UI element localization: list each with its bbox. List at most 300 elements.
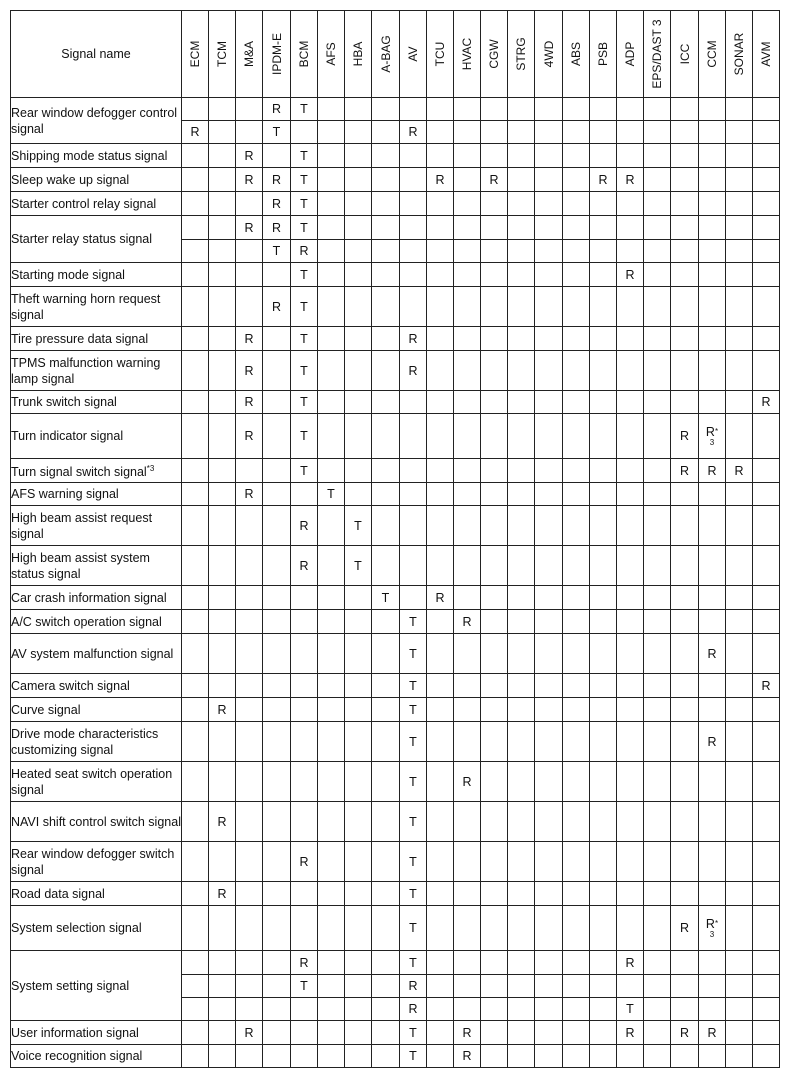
signal-cell <box>427 842 454 882</box>
signal-cell <box>400 610 427 634</box>
signal-cell <box>481 802 508 842</box>
signal-cell <box>753 998 780 1021</box>
signal-cell <box>318 144 345 168</box>
signal-cell <box>454 240 481 263</box>
signal-cell <box>400 351 427 391</box>
ecu-header-label: EPS/DAST 3 <box>650 19 664 89</box>
signal-cell <box>753 391 780 414</box>
signal-cell <box>182 762 209 802</box>
signal-cell <box>318 546 345 586</box>
signal-cell <box>617 459 644 483</box>
signal-cell <box>508 327 535 351</box>
signal-cell <box>454 762 481 802</box>
signal-cell <box>671 483 699 506</box>
signal-cell <box>291 168 318 192</box>
signal-cell <box>236 144 263 168</box>
signal-cell <box>726 951 753 975</box>
ecu-header <box>535 11 563 98</box>
signal-cell <box>291 722 318 762</box>
signal-cell <box>699 144 726 168</box>
cell-value: R <box>408 1002 418 1016</box>
signal-cell <box>563 882 590 906</box>
signal-cell <box>291 610 318 634</box>
signal-cell <box>209 351 236 391</box>
signal-cell <box>182 144 209 168</box>
signal-cell <box>345 263 372 287</box>
cell-value: T <box>409 886 417 901</box>
ecu-header <box>590 11 617 98</box>
ecu-header-label: AVM <box>759 41 773 67</box>
signal-cell <box>291 216 318 240</box>
signal-cell <box>400 1045 427 1068</box>
signal-cell <box>644 351 671 391</box>
ecu-header-label: STRG <box>514 37 528 71</box>
signal-cell <box>372 674 400 698</box>
table-row <box>11 506 780 546</box>
ecu-header <box>644 11 671 98</box>
signal-cell <box>400 263 427 287</box>
signal-cell <box>644 698 671 722</box>
signal-cell <box>644 483 671 506</box>
signal-cell <box>753 1021 780 1045</box>
signal-cell <box>427 634 454 674</box>
signal-cell <box>400 546 427 586</box>
signal-cell <box>263 391 291 414</box>
cell-value: T <box>327 487 335 501</box>
signal-cell <box>236 698 263 722</box>
signal-cell <box>318 483 345 506</box>
ecu-header-label: ICC <box>677 43 692 65</box>
table-row <box>11 327 780 351</box>
signal-cell <box>400 216 427 240</box>
signal-cell <box>508 263 535 287</box>
signal-cell <box>644 722 671 762</box>
signal-name-cell <box>11 610 182 634</box>
signal-cell <box>535 1045 563 1068</box>
signal-cell <box>182 546 209 586</box>
cell-value: T <box>409 702 417 717</box>
ecu-header <box>481 11 508 98</box>
signal-cell <box>753 459 780 483</box>
signal-cell <box>535 144 563 168</box>
signal-cell <box>182 351 209 391</box>
signal-cell <box>372 1045 400 1068</box>
signal-cell <box>617 144 644 168</box>
signal-cell <box>209 906 236 951</box>
cell-value: R <box>707 734 717 749</box>
signal-cell <box>372 240 400 263</box>
signal-cell <box>454 351 481 391</box>
signal-cell <box>563 951 590 975</box>
signal-cell <box>644 263 671 287</box>
ecu-header-label: PSB <box>596 41 610 67</box>
cell-value: R <box>244 395 254 409</box>
signal-cell <box>236 1045 263 1068</box>
signal-cell <box>699 674 726 698</box>
signal-cell <box>345 975 372 998</box>
signal-cell <box>263 459 291 483</box>
cell-value: R <box>462 1049 472 1063</box>
signal-cell <box>209 327 236 351</box>
signal-cell <box>726 168 753 192</box>
signal-cell <box>454 168 481 192</box>
signal-name-cell <box>11 882 182 906</box>
signal-cell <box>617 975 644 998</box>
signal-name-text: User information signal <box>11 1025 139 1040</box>
signal-cell <box>182 586 209 610</box>
signal-cell <box>617 192 644 216</box>
signal-cell <box>209 192 236 216</box>
signal-cell <box>590 610 617 634</box>
signal-cell <box>427 144 454 168</box>
signal-name-text: Shipping mode status signal <box>11 148 168 163</box>
cell-value: R <box>244 1025 254 1040</box>
signal-cell <box>454 192 481 216</box>
signal-cell <box>563 546 590 586</box>
signal-cell <box>372 121 400 144</box>
signal-cell <box>563 1021 590 1045</box>
signal-cell <box>345 951 372 975</box>
cell-value: T <box>409 1049 417 1063</box>
signal-cell <box>671 192 699 216</box>
signal-cell <box>318 882 345 906</box>
signal-cell <box>617 506 644 546</box>
signal-cell <box>535 263 563 287</box>
table-row <box>11 802 780 842</box>
signal-cell <box>671 951 699 975</box>
signal-cell <box>263 998 291 1021</box>
cell-value: R <box>679 429 690 443</box>
signal-cell <box>263 351 291 391</box>
signal-cell <box>291 634 318 674</box>
signal-cell <box>699 975 726 998</box>
signal-cell <box>508 802 535 842</box>
signal-cell <box>291 586 318 610</box>
ecu-header-label: ADP <box>623 41 637 67</box>
signal-cell <box>481 762 508 802</box>
signal-cell <box>535 192 563 216</box>
cell-value: R <box>299 244 309 258</box>
signal-cell <box>644 327 671 351</box>
signal-cell <box>182 216 209 240</box>
ecu-header <box>454 11 481 98</box>
signal-cell <box>372 802 400 842</box>
table-header-row <box>11 11 780 98</box>
signal-cell <box>699 634 726 674</box>
signal-cell <box>263 951 291 975</box>
signal-cell <box>427 121 454 144</box>
signal-cell <box>263 802 291 842</box>
signal-cell <box>345 121 372 144</box>
signal-cell <box>535 414 563 459</box>
signal-cell <box>263 287 291 327</box>
signal-cell <box>590 674 617 698</box>
signal-cell <box>345 168 372 192</box>
signal-cell <box>318 951 345 975</box>
signal-cell <box>617 327 644 351</box>
signal-cell <box>563 459 590 483</box>
signal-cell <box>563 906 590 951</box>
signal-cell <box>400 391 427 414</box>
cell-value: T <box>409 1025 417 1040</box>
signal-cell <box>481 459 508 483</box>
cell-value: R <box>244 220 254 235</box>
signal-cell <box>318 98 345 121</box>
signal-cell <box>427 975 454 998</box>
signal-cell <box>699 546 726 586</box>
signal-cell <box>644 586 671 610</box>
ecu-header-label: ECM <box>188 40 202 68</box>
signal-cell <box>345 1045 372 1068</box>
cell-value: R <box>244 172 254 187</box>
signal-cell <box>590 951 617 975</box>
signal-cell <box>454 483 481 506</box>
signal-cell <box>508 546 535 586</box>
signal-cell <box>209 391 236 414</box>
signal-name-text: A/C switch operation signal <box>11 614 162 629</box>
signal-cell <box>563 192 590 216</box>
signal-cell <box>318 802 345 842</box>
signal-cell <box>671 506 699 546</box>
signal-cell <box>209 506 236 546</box>
signal-cell <box>481 144 508 168</box>
signal-cell <box>726 1021 753 1045</box>
signal-cell <box>644 906 671 951</box>
signal-cell <box>209 722 236 762</box>
signal-cell <box>671 802 699 842</box>
signal-cell <box>617 1045 644 1068</box>
signal-cell <box>590 459 617 483</box>
signal-cell <box>318 722 345 762</box>
signal-cell <box>671 610 699 634</box>
cell-value: R <box>408 363 418 378</box>
cell-value: R <box>679 921 690 935</box>
signal-name-cell <box>11 1021 182 1045</box>
signal-cell <box>236 121 263 144</box>
signal-cell <box>291 998 318 1021</box>
signal-cell <box>182 121 209 144</box>
signal-cell <box>182 951 209 975</box>
cell-value: R <box>705 917 715 931</box>
cell-value: R <box>462 774 472 789</box>
signal-cell <box>671 327 699 351</box>
ecu-header <box>372 11 400 98</box>
signal-cell <box>291 351 318 391</box>
signal-cell <box>372 327 400 351</box>
signal-cell <box>753 144 780 168</box>
signal-cell <box>372 951 400 975</box>
signal-cell <box>400 842 427 882</box>
cell-value: T <box>300 220 308 235</box>
signal-cell <box>372 459 400 483</box>
cell-value: T <box>272 125 281 139</box>
signal-cell <box>182 287 209 327</box>
signal-cell <box>753 698 780 722</box>
signal-name-text: Turn signal switch signal <box>11 465 147 480</box>
signal-cell <box>590 192 617 216</box>
signal-name-text: Sleep wake up signal <box>11 172 130 187</box>
cell-value: R <box>271 196 282 211</box>
signal-cell <box>236 586 263 610</box>
signal-cell <box>753 610 780 634</box>
signal-cell <box>726 98 753 121</box>
signal-cell <box>182 506 209 546</box>
ecu-header-label: ABS <box>569 41 583 67</box>
table-row <box>11 586 780 610</box>
signal-cell <box>563 674 590 698</box>
signal-cell <box>236 906 263 951</box>
signal-cell <box>535 975 563 998</box>
signal-cell <box>209 842 236 882</box>
signal-cell <box>372 586 400 610</box>
signal-cell <box>535 121 563 144</box>
signal-cell <box>481 634 508 674</box>
signal-cell <box>481 842 508 882</box>
signal-cell <box>182 722 209 762</box>
signal-cell <box>535 391 563 414</box>
signal-cell <box>563 1045 590 1068</box>
signal-cell <box>753 975 780 998</box>
cell-value: T <box>300 102 308 116</box>
signal-cell <box>753 762 780 802</box>
signal-cell <box>345 240 372 263</box>
signal-cell <box>400 762 427 802</box>
signal-cell <box>699 906 726 951</box>
signal-cell <box>590 216 617 240</box>
signal-cell <box>699 762 726 802</box>
signal-cell <box>535 882 563 906</box>
signal-cell <box>400 414 427 459</box>
signal-cell <box>508 240 535 263</box>
cell-value: R <box>462 614 472 629</box>
signal-cell <box>753 98 780 121</box>
signal-cell <box>209 610 236 634</box>
ecu-header <box>617 11 644 98</box>
signal-cell <box>508 975 535 998</box>
signal-cell <box>400 906 427 951</box>
signal-cell <box>644 842 671 882</box>
signal-cell <box>263 586 291 610</box>
signal-cell <box>481 121 508 144</box>
signal-name-cell <box>11 506 182 546</box>
signal-cell <box>617 906 644 951</box>
signal-cell <box>671 144 699 168</box>
signal-name-text: Camera switch signal <box>11 678 130 693</box>
signal-cell <box>481 240 508 263</box>
signal-cell <box>644 998 671 1021</box>
signal-cell <box>481 263 508 287</box>
table-row <box>11 546 780 586</box>
signal-cell <box>454 634 481 674</box>
signal-cell <box>563 586 590 610</box>
signal-cell <box>372 722 400 762</box>
ecu-header-label: 4WD <box>541 40 556 68</box>
signal-cell <box>427 1021 454 1045</box>
signal-cell <box>236 391 263 414</box>
signal-cell <box>535 459 563 483</box>
signal-cell <box>508 698 535 722</box>
signal-cell <box>481 98 508 121</box>
signal-cell <box>454 1021 481 1045</box>
cell-value: R <box>761 678 771 693</box>
signal-cell <box>753 674 780 698</box>
signal-cell <box>209 240 236 263</box>
signal-cell <box>644 674 671 698</box>
signal-name-text: AFS warning signal <box>11 487 119 501</box>
signal-cell <box>535 586 563 610</box>
signal-cell <box>263 546 291 586</box>
ecu-header <box>263 11 291 98</box>
cell-value: T <box>409 774 417 789</box>
signal-cell <box>671 391 699 414</box>
signal-cell <box>209 882 236 906</box>
table-row <box>11 287 780 327</box>
signal-cell <box>563 634 590 674</box>
signal-cell <box>671 998 699 1021</box>
cell-value: T <box>300 463 308 478</box>
ecu-header-label: M&A <box>242 40 256 68</box>
signal-cell <box>318 1045 345 1068</box>
signal-cell <box>563 263 590 287</box>
cell-value: R <box>190 125 200 139</box>
signal-cell <box>481 327 508 351</box>
signal-cell <box>699 192 726 216</box>
signal-cell <box>236 216 263 240</box>
signal-name-text: Curve signal <box>11 702 81 717</box>
signal-cell <box>535 674 563 698</box>
signal-name-text: Drive mode characteristics customizing signal <box>11 726 159 757</box>
signal-cell <box>372 391 400 414</box>
signal-cell <box>699 240 726 263</box>
signal-cell <box>318 975 345 998</box>
signal-cell <box>263 882 291 906</box>
signal-name-cell <box>11 459 182 483</box>
signal-cell <box>726 506 753 546</box>
cell-value: R <box>271 220 282 235</box>
cell-value: T <box>409 854 417 869</box>
signal-name-text: Road data signal <box>11 886 105 901</box>
signal-cell <box>617 586 644 610</box>
signal-name-text: Starting mode signal <box>11 267 125 282</box>
signal-cell <box>590 762 617 802</box>
signal-cell <box>318 351 345 391</box>
signal-cell <box>454 506 481 546</box>
signal-cell <box>209 951 236 975</box>
signal-cell <box>454 459 481 483</box>
signal-name-text: Voice recognition signal <box>11 1049 143 1063</box>
signal-cell <box>182 391 209 414</box>
footnote-mark: * <box>714 919 719 928</box>
signal-cell <box>644 168 671 192</box>
signal-cell <box>427 483 454 506</box>
signal-cell <box>726 634 753 674</box>
signal-cell <box>427 216 454 240</box>
signal-cell <box>263 414 291 459</box>
signal-cell <box>236 951 263 975</box>
signal-cell <box>263 327 291 351</box>
signal-cell <box>617 240 644 263</box>
signal-cell <box>535 610 563 634</box>
ecu-header <box>563 11 590 98</box>
signal-cell <box>508 216 535 240</box>
signal-cell <box>263 121 291 144</box>
ecu-header <box>753 11 780 98</box>
cell-value: T <box>272 244 281 258</box>
signal-cell <box>291 263 318 287</box>
cell-value: R <box>707 1025 717 1040</box>
signal-cell <box>699 586 726 610</box>
cell-value: R <box>625 1025 635 1040</box>
